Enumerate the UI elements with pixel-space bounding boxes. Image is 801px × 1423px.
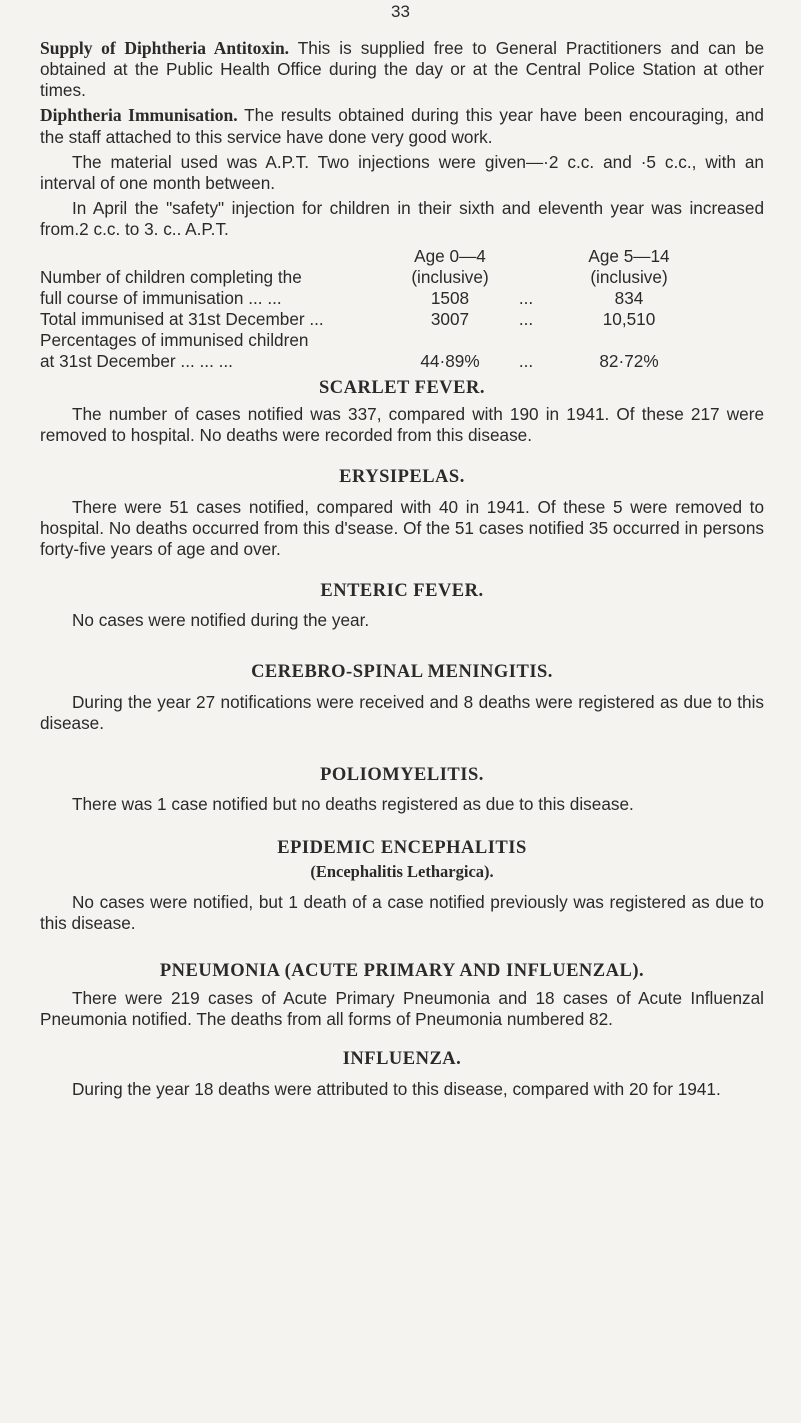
row-percent-value-5-14: 82·72% — [599, 350, 659, 371]
cerebro-spinal-heading: CEREBRO-SPINAL MENINGITIS. — [251, 662, 553, 683]
material-paragraph: The material used was A.P.T. Two injections were given—·2 c.c. and ·5 c.c., with an interval of one month between. — [40, 151, 764, 193]
erysipelas-text: There were 51 cases notified, compared with 40 in 1941. Of these 5 were removed to hospital. No deaths occurred from this d'sease. Of the 51 cases notified 35 occurred in persons forty-five years of age and over. — [40, 496, 764, 559]
poliomyelitis-text: There was 1 case notified but no deaths registered as due to this disease. — [72, 794, 634, 815]
row-percent-label-1: Percentages of immunised children — [40, 329, 309, 350]
col-age-0-4-header: Age 0—4 — [414, 245, 486, 266]
erysipelas-heading: ERYSIPELAS. — [339, 467, 465, 488]
row-total-value-0-4: 3007 — [430, 308, 470, 329]
row-total-label: Total immunised at 31st December ... — [40, 308, 324, 329]
antitoxin-heading: Supply of Diphtheria Antitoxin. — [40, 38, 290, 58]
antitoxin-paragraph — [40, 38, 764, 101]
pneumonia-heading: PNEUMONIA (ACUTE PRIMARY AND INFLUENZAL). — [159, 960, 645, 981]
immunisation-text: The results obtained during this year have been encouraging, and the staff attached to this service have done very good work. — [40, 105, 764, 147]
table-header-row — [40, 246, 764, 267]
table-row — [40, 309, 764, 330]
table-row — [40, 351, 764, 372]
influenza-heading: INFLUENZA. — [342, 1049, 462, 1070]
row-percent-value-0-4: 44·89% — [420, 350, 480, 371]
enteric-fever-text: No cases were notified during the year. — [72, 610, 370, 631]
table-row — [40, 267, 764, 288]
document-body — [40, 38, 764, 1100]
cerebro-spinal-text: During the year 27 notifications were received and 8 deaths were registered as due to this disease. — [40, 691, 764, 733]
poliomyelitis-heading: POLIOMYELITIS. — [320, 764, 484, 785]
row-completed-value-5-14: 834 — [614, 287, 644, 308]
leader-dots: ... — [518, 308, 534, 329]
table-row — [40, 288, 764, 309]
scarlet-fever-text: The number of cases notified was 337, compared with 190 in 1941. Of these 217 were removed to hospital. No deaths were recorded from this disease. — [40, 404, 764, 446]
row-total-value-5-14: 10,510 — [602, 308, 656, 329]
col-age-5-14-header: Age 5—14 — [588, 245, 670, 266]
page-number: 33 — [391, 2, 410, 21]
leader-dots: ... — [518, 350, 534, 371]
leader-dots: ... — [518, 287, 534, 308]
immunisation-paragraph — [40, 105, 764, 147]
row-completed-value-0-4: 1508 — [430, 287, 470, 308]
antitoxin-text: This is supplied free to General Practitioners and can be obtained at the Public Health Office during the day or at the Central Police Station at other times. — [40, 38, 765, 101]
encephalitis-subheading: (Encephalitis Lethargica). — [310, 861, 494, 881]
row-completed-label-2: full course of immunisation ... ... — [40, 287, 282, 308]
safety-injection-paragraph: In April the "safety" injection for children in their sixth and eleventh year was increased from.2 c.c. to 3. c.. A.P.T. — [40, 197, 764, 239]
col-age-0-4-subheader: (inclusive) — [411, 266, 489, 287]
table-row — [40, 330, 764, 351]
enteric-fever-heading: ENTERIC FEVER. — [320, 580, 484, 601]
row-completed-label-1: Number of children completing the — [40, 266, 302, 287]
pneumonia-text: There were 219 cases of Acute Primary Pneumonia and 18 cases of Acute Influenzal Pneumonia notified. The deaths from all forms of Pneumonia numbered 82. — [40, 988, 764, 1030]
encephalitis-text: No cases were notified, but 1 death of a case notified previously was registered as due to this disease. — [40, 891, 764, 933]
col-age-5-14-subheader: (inclusive) — [590, 266, 668, 287]
scarlet-fever-heading: SCARLET FEVER. — [318, 378, 485, 399]
immunisation-heading: Diphtheria Immunisation. — [40, 105, 238, 126]
row-percent-label-2: at 31st December ... ... ... — [40, 350, 233, 371]
encephalitis-heading: EPIDEMIC ENCEPHALITIS — [277, 838, 527, 859]
influenza-text: During the year 18 deaths were attributed to this disease, compared with 20 for 1941. — [72, 1078, 721, 1099]
immunisation-table — [40, 246, 764, 372]
